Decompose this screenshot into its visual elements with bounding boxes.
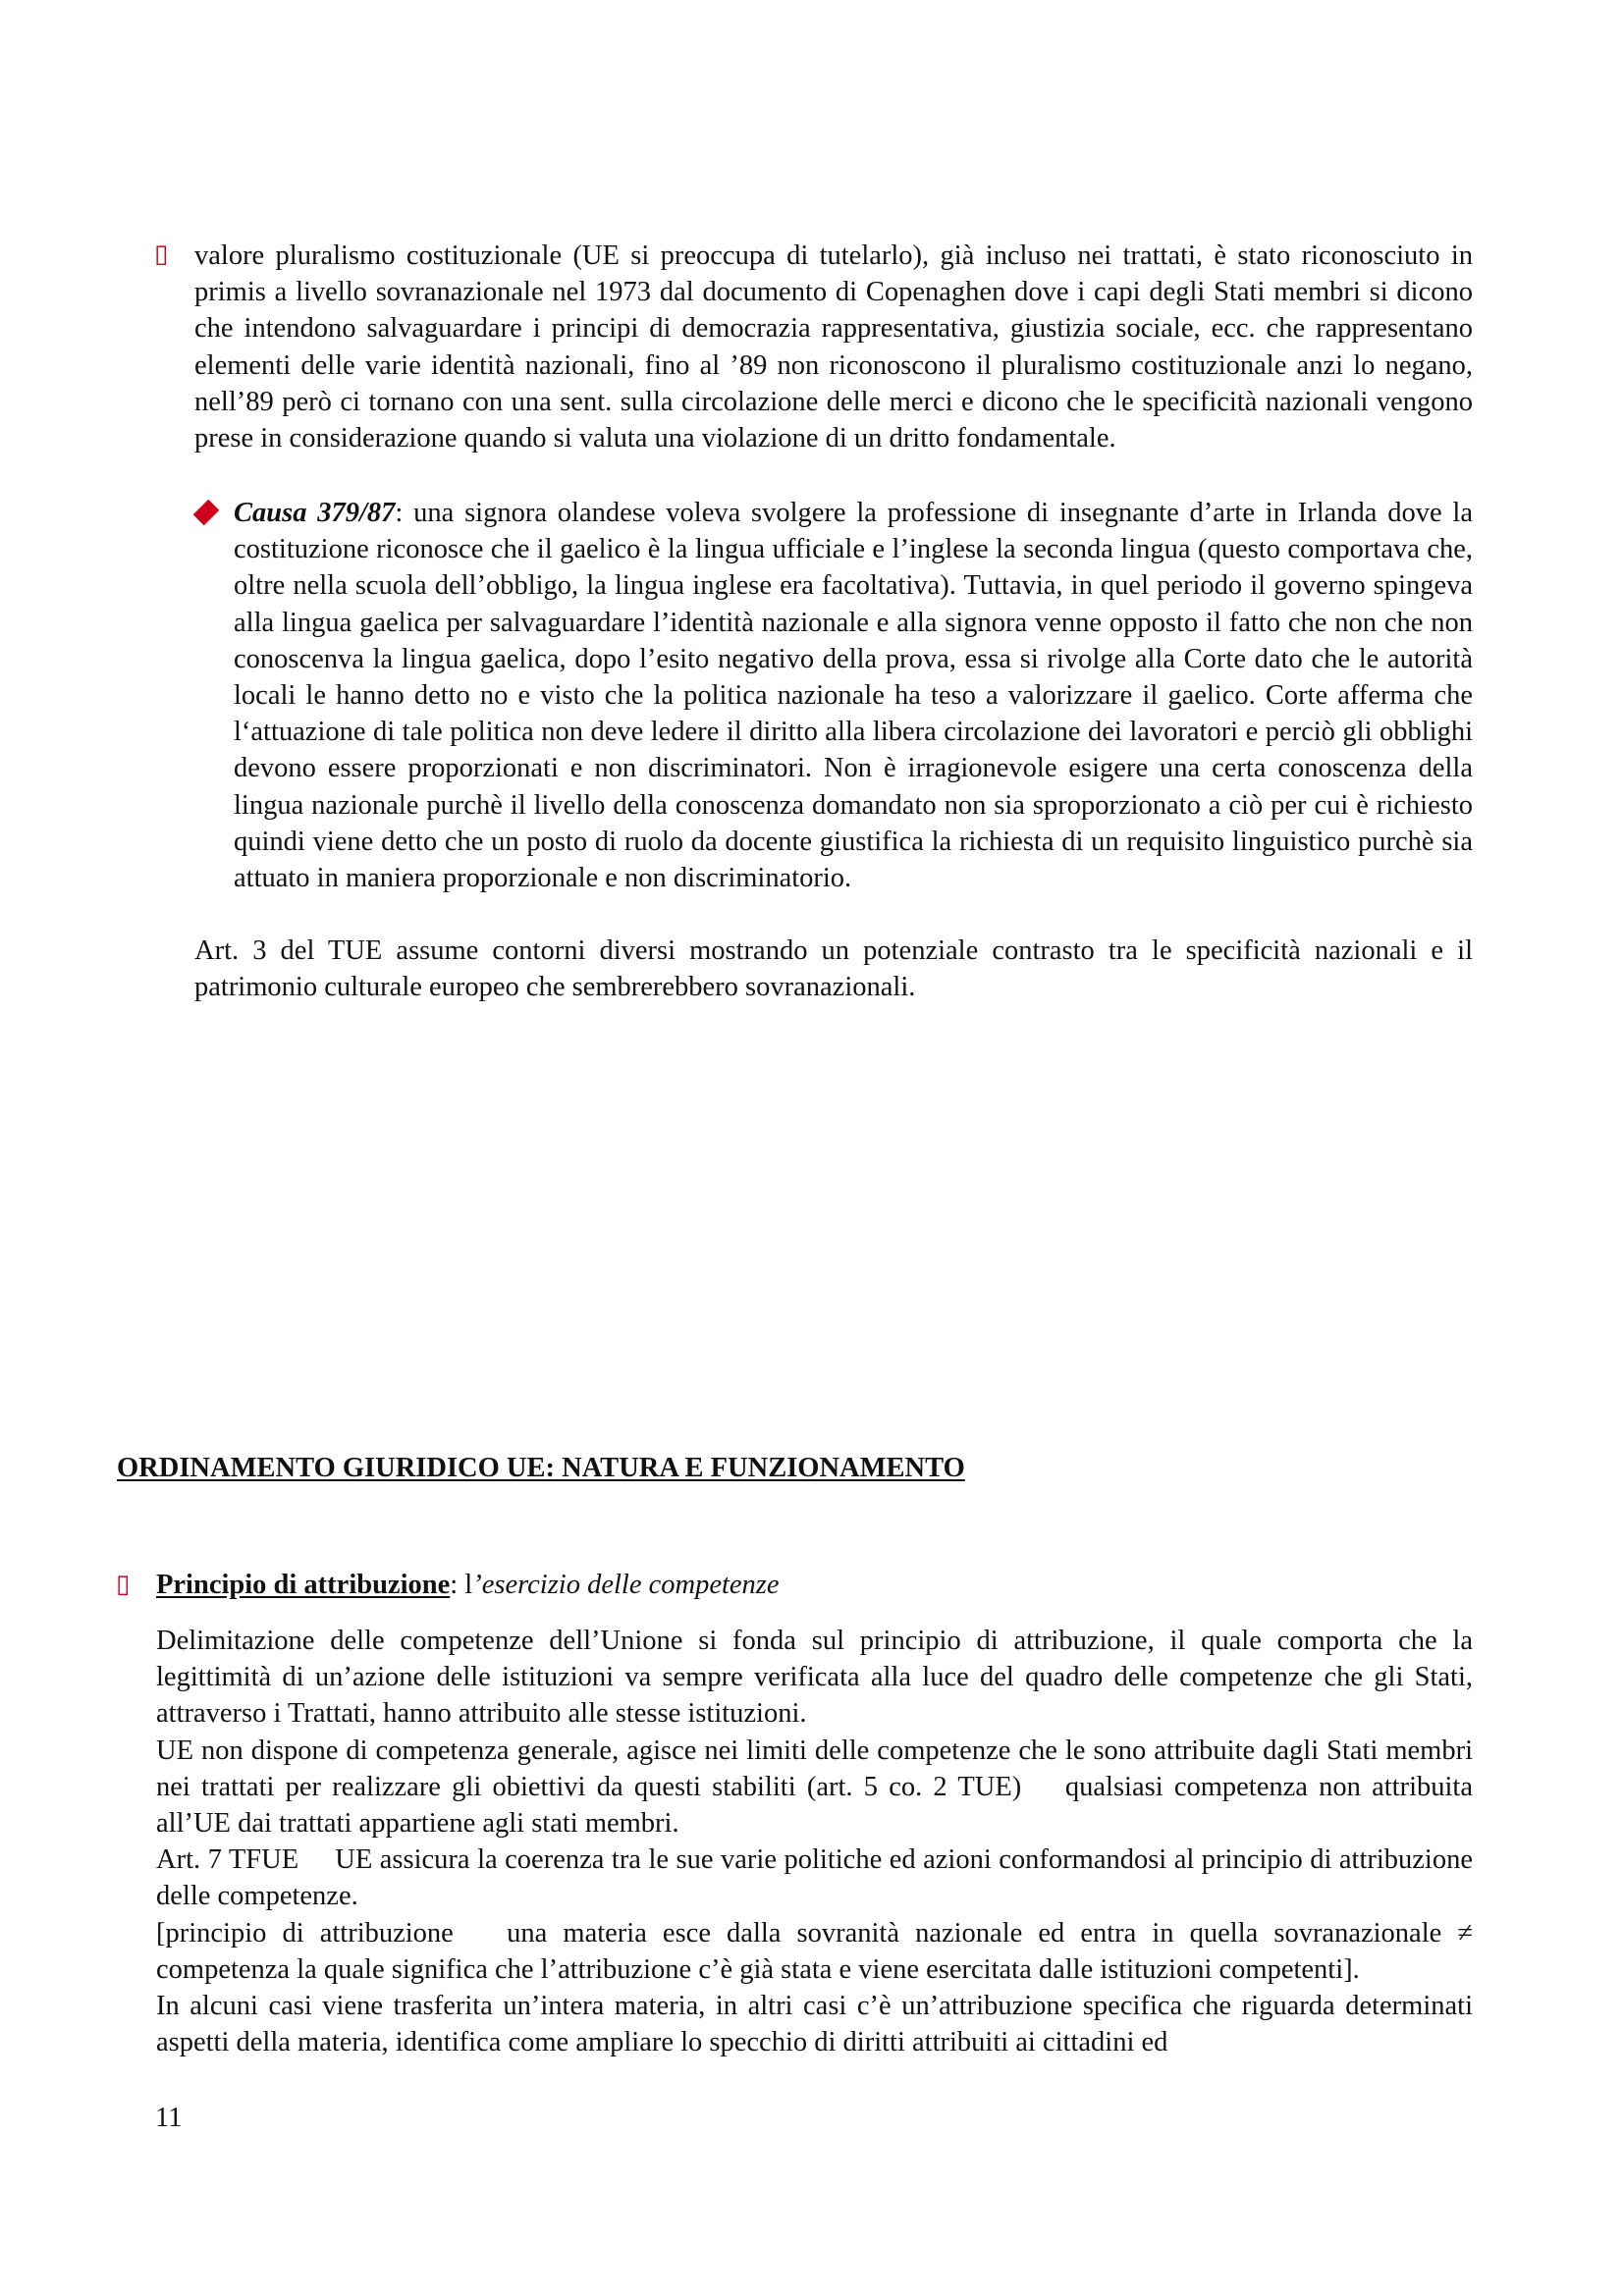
case-paragraph	[234, 495, 1473, 896]
principle-body	[156, 1623, 1473, 2060]
principle-paragraph-3: Art. 7 TFUE   UE assicura la coerenza tra le sue varie politiche ed azioni conformandosi al principio di attribuzione delle competenze.	[156, 1844, 1473, 1912]
principle-separator: : l	[450, 1570, 473, 1600]
case-separator: :	[395, 498, 404, 528]
principle-title: Principio di attribuzione	[156, 1570, 451, 1600]
empty-box-bullet-icon: ▯	[154, 240, 169, 269]
art3-paragraph: Art. 3 del TUE assume contorni diversi mostrando un potenziale contrasto tra le specificità nazionali e il patrimonio culturale europeo che sembrerebbero sovranazionali.	[194, 935, 1473, 1003]
section-heading: ORDINAMENTO GIURIDICO UE: NATURA E FUNZIONAMENTO	[117, 1453, 965, 1483]
diamond-bullet-icon	[193, 500, 220, 526]
principle-paragraph-1: Delimitazione delle competenze dell’Unione si fonda sul principio di attribuzione, il quale comporta che la legittimità di un’azione delle istituzioni va sempre verificata alla luce del quadro delle competenze che gli Stati, attraverso i Trattati, hanno attribuito alle stesse istituzioni.	[156, 1626, 1473, 1730]
principle-title-line	[156, 1567, 1473, 1603]
empty-box-bullet-icon: ▯	[116, 1570, 131, 1599]
pluralism-paragraph: valore pluralismo costituzionale (UE si preoccupa di tutelarlo), già incluso nei trattati, è stato riconosciuto in primis a livello sovranazionale nel 1973 dal documento di Copenaghen dove i capi degli Stati membri si dicono che intendono salvaguardare i principi di democrazia rappresentativa, giustizia sociale, ecc. che rappresentano elementi delle varie identità nazionali, fino al ’89 non riconoscono il pluralismo costituzionale anzi lo negano, nell’89 però ci tornano con una sent. sulla circolazione delle merci e dicono che le specificità nazionali vengono prese in considerazione quando si valuta una violazione di un dritto fondamentale.	[194, 240, 1473, 454]
page-number: 11	[155, 2103, 183, 2133]
principle-paragraph-4: [principio di attribuzione   una materia esce dalla sovranità nazionale ed entra in quella sovranazionale ≠ competenza la quale significa che l’attribuzione c’è già stata e viene esercitata dalle istituzioni competenti].	[156, 1917, 1473, 1985]
principle-subtitle: ’esercizio delle competenze	[472, 1570, 780, 1600]
principle-paragraph-2: UE non dispone di competenza generale, agisce nei limiti delle competenze che le sono attribuite dagli Stati membri nei trattati per realizzare gli obiettivi da questi stabiliti (art. 5 co. 2 TUE)   qualsiasi competenza non attribuita all’UE dai trattati appartiene agli stati membri.	[156, 1735, 1473, 1840]
case-title: Causa 379/87	[234, 498, 396, 528]
case-text: una signora olandese voleva svolgere la professione di insegnante d’arte in Irlanda dove la costituzione riconosce che il gaelico è la lingua ufficiale e l’inglese la seconda lingua (questo comportava che, oltre nella scuola dell’obbligo, la lingua inglese era facoltativa). Tuttavia, in quel periodo il governo spingeva alla lingua gaelica per salvaguardare l’identità nazionale e alla signora venne opposto il fatto che non che non conoscenva la lingua gaelica, dopo l’esito negativo della prova, essa si rivolge alla Corte dato che le autorità locali le hanno detto no e visto che la politica nazionale ha teso a valorizzare il gaelico. Corte afferma che l‘attuazione di tale politica non deve ledere il diritto alla libera circolazione dei lavoratori e perciò gli obblighi devono essere proporzionati e non discriminatori. Non è irragionevole esigere una certa conoscenza della lingua nazionale purchè il livello della conoscenza domandato non sia sproporzionato a ciò per cui è richiesto quindi viene detto che un posto di ruolo da docente giustifica la richiesta di un requisito linguistico purchè sia attuato in maniera proporzionale e non discriminatorio.	[234, 498, 1473, 894]
principle-paragraph-5: In alcuni casi viene trasferita un’intera materia, in altri casi c’è un’attribuzione specifica che riguarda determinati aspetti della materia, identifica come ampliare lo specchio di diritti attribuiti ai cittadini ed	[156, 1991, 1473, 2058]
